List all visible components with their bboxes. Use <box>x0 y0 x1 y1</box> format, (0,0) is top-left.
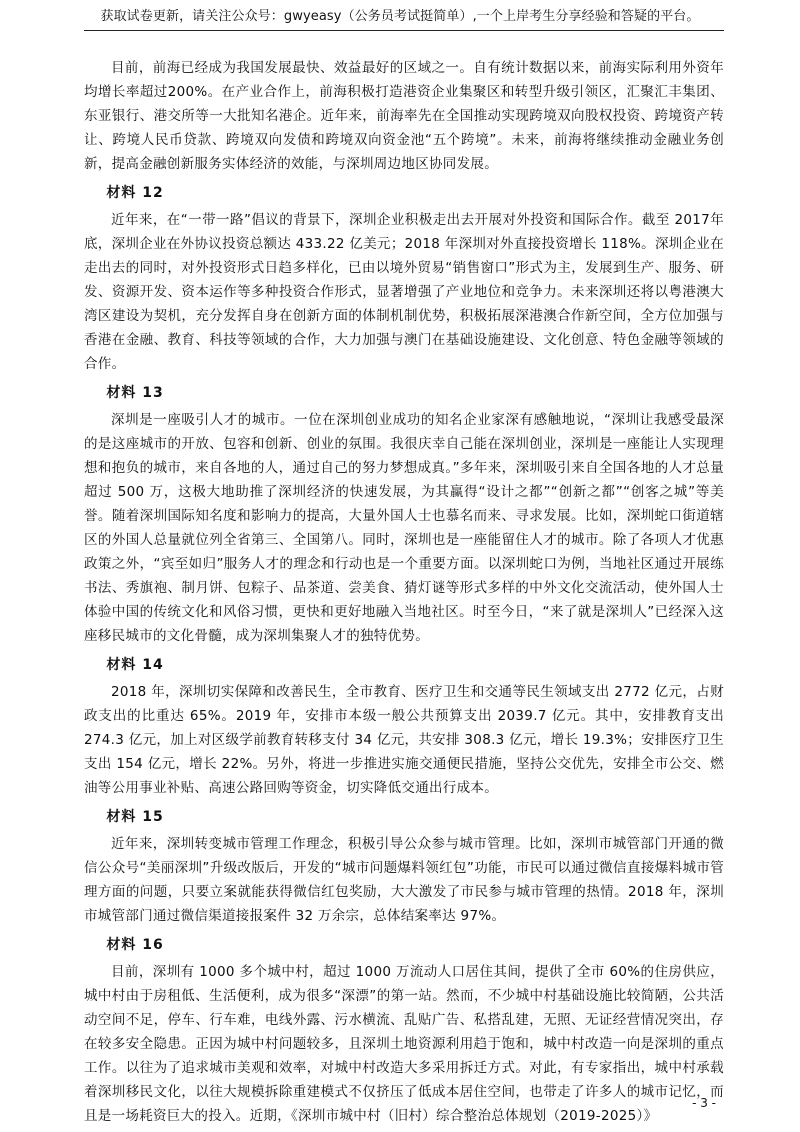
page-header-notice: 获取试卷更新，请关注公众号：gwyeasy（公务员考试挺简单）,一个上岸考生分享经验和答疑的平台。 <box>100 9 700 24</box>
section-heading-material-13: 材料 13 <box>106 385 164 401</box>
header-divider <box>84 30 724 31</box>
document-body <box>84 56 724 1128</box>
paragraph-qianhai: 目前，前海已经成为我国发展最快、效益最好的区域之一。自有统计数据以来，前海实际利用外资年均增长率超过200%。在产业合作上，前海积极打造港资企业集聚区和转型升级引领区，汇聚汇丰集团、东亚银行、港交所等一大批知名港企。近年来，前海率先在全国推动实现跨境双向股权投资、跨境资产转让、跨境人民币贷款、跨境双向发债和跨境双向资金池“五个跨境”。未来，前海将继续推动金融业务创新，提高金融创新服务实体经济的效能，与深圳周边地区协同发展。 <box>84 60 724 172</box>
section-heading-material-16: 材料 16 <box>106 937 164 953</box>
paragraph-material-13: 深圳是一座吸引人才的城市。一位在深圳创业成功的知名企业家深有感触地说，“深圳让我感受最深的是这座城市的开放、包容和创新、创业的氛围。我很庆幸自己能在深圳创业，深圳是一座能让人实现理想和抱负的城市，来自各地的人，通过自己的努力梦想成真。”多年来，深圳吸引来自全国各地的人才总量超过 500 万，这极大地助推了深圳经济的快速发展，为其赢得“设计之都”“创新之都”“创客之城”等美誉。随着深圳国际知名度和影响力的提高，大量外国人士也慕名而来、寻求发展。比如，深圳蛇口街道辖区的外国人总量就位列全省第三、全国第八。同时，深圳也是一座能留住人才的城市。除了各项人才优惠政策之外，“宾至如归”服务人才的理念和行动也是一个重要方面。以深圳蛇口为例，当地社区通过开展练书法、秀旗袍、制月饼、包粽子、品茶道、尝美食、猜灯谜等形式多样的中外文化交流活动，使外国人士体验中国的传统文化和风俗习惯，更快和更好地融入当地社区。时至今日，“来了就是深圳人”已经深入这座移民城市的文化骨髓，成为深圳集聚人才的独特优势。 <box>84 412 724 644</box>
paragraph-material-14: 2018 年，深圳切实保障和改善民生，全市教育、医疗卫生和交通等民生领域支出 2772 亿元，占财政支出的比重达 65%。2019 年，安排市本级一般公共预算支出 2039.7 亿元。其中，安排教育支出 274.3 亿元，加上对区级学前教育转移支付 34 亿元，共安排 308.3 亿元，增长 19.3%；安排医疗卫生支出 154 亿元，增长 22%。另外，将进一步推进实施交通便民措施，坚持公交优先，安排全市公交、燃油等公用事业补贴、高速公路回购等资金，切实降低交通出行成本。 <box>84 684 724 796</box>
paragraph-material-16: 目前，深圳有 1000 多个城中村，超过 1000 万流动人口居住其间，提供了全市 60%的住房供应，城中村由于房租低、生活便利，成为很多“深漂”的第一站。然而，不少城中村基础设施比较简陋，公共活动空间不足，停车、行车难，电线外露、污水横流、乱贴广告、私搭乱建，无照、无证经营情况突出，存在较多安全隐患。正因为城中村问题较多，且深圳土地资源利用趋于饱和，城中村改造一向是深圳的重点工作。以往为了追求城市美观和效率，对城中村改造大多采用拆迁方式。对此，有专家指出，城中村承载着深圳移民文化，以往大规模拆除重建模式不仅挤压了低成本居住空间，也带走了许多人的城市记忆，而且是一场耗资巨大的投入。近期，《深圳市城中村（旧村）综合整治总体规划（2019-2025）》 <box>84 964 724 1124</box>
section-heading-material-15: 材料 15 <box>106 809 164 825</box>
page-number: - 3 - <box>692 1096 716 1110</box>
paragraph-material-12: 近年来，在“一带一路”倡议的背景下，深圳企业积极走出去开展对外投资和国际合作。截至 2017年底，深圳企业在外协议投资总额达 433.22 亿美元；2018 年深圳对外直接投资增长 118%。深圳企业在走出去的同时，对外投资形式日趋多样化，已由以境外贸易“销售窗口”形式为主，发展到生产、服务、研发、资源开发、资本运作等多种投资合作形式，显著增强了产业地位和竞争力。未来深圳还将以粤港澳大湾区建设为契机，充分发挥自身在创新方面的体制机制优势，积极拓展深港澳合作新空间，全方位加强与香港在金融、教育、科技等领域的合作，大力加强与澳门在基础设施建设、文化创意、特色金融等领域的合作。 <box>84 212 724 372</box>
paragraph-material-15: 近年来，深圳转变城市管理工作理念，积极引导公众参与城市管理。比如，深圳市城管部门开通的微信公众号“美丽深圳”升级改版后，开发的“城市问题爆料领红包”功能，市民可以通过微信直接爆料城市管理方面的问题，只要立案就能获得微信红包奖励，大大激发了市民参与城市管理的热情。2018 年，深圳市城管部门通过微信渠道接报案件 32 万余宗，总体结案率达 97%。 <box>84 836 724 924</box>
section-heading-material-12: 材料 12 <box>106 185 164 201</box>
section-heading-material-14: 材料 14 <box>106 657 164 673</box>
